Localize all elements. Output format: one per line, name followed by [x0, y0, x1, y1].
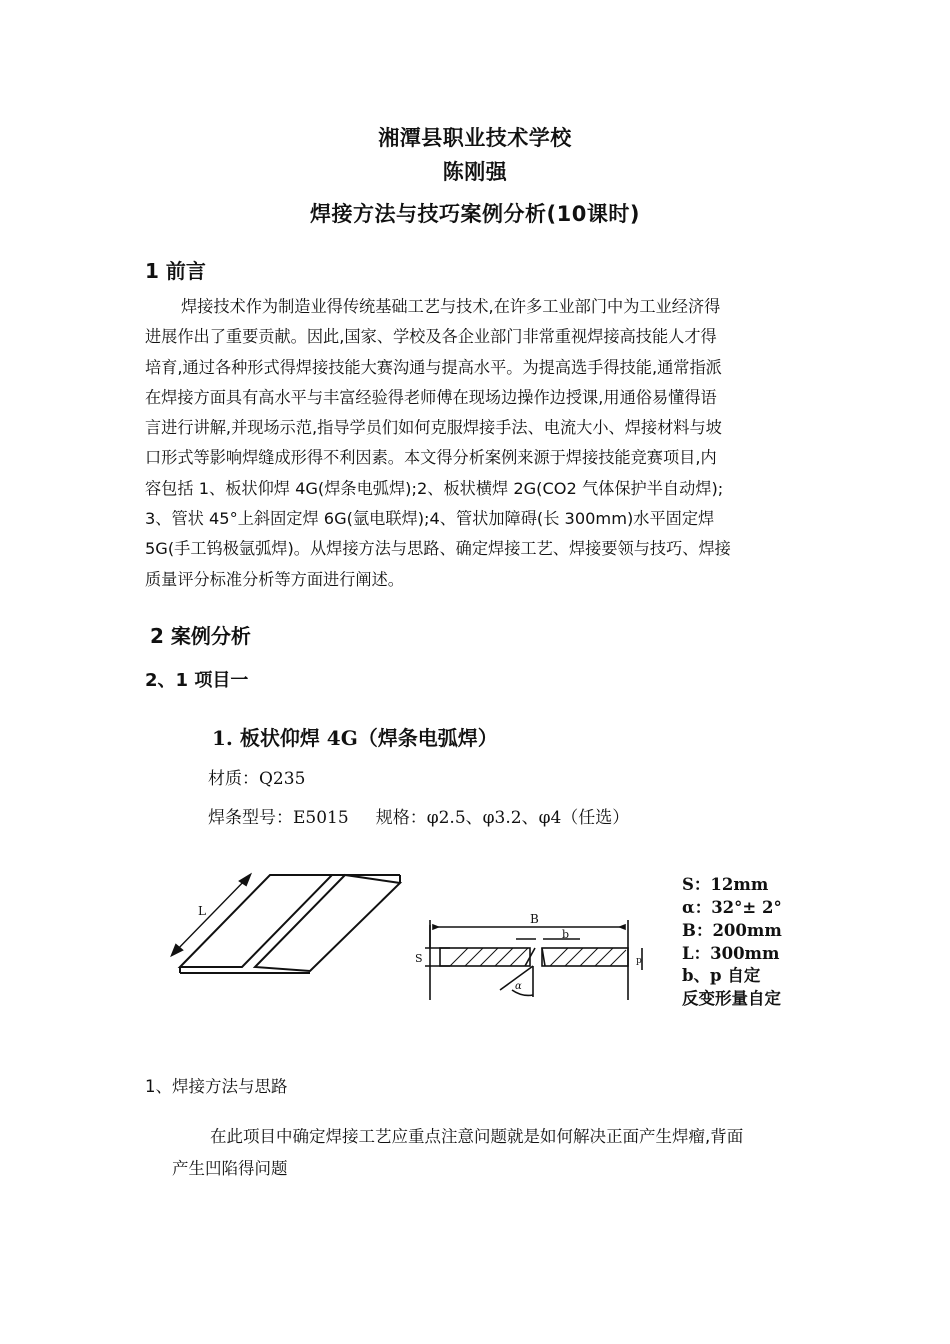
plate-isometric-drawing	[172, 875, 400, 973]
label-l: L	[198, 904, 206, 918]
label-alpha: α	[515, 981, 522, 992]
section1-heading: 1 前言	[145, 259, 206, 283]
para-line: 产生凹陷得问题	[172, 1159, 288, 1178]
spec-width: B：200mm	[682, 921, 782, 940]
section1-paragraph	[145, 292, 840, 595]
welding-figure	[150, 715, 850, 1025]
label-b-width: B	[530, 912, 539, 926]
para-line: 言进行讲解,并现场示范,指导学员们如何克服焊接手法、电流大小、焊接材料与坡	[145, 418, 722, 438]
figure-electrode: 焊条型号：E5015 规格：φ2.5、φ3.2、φ4（任选）	[208, 808, 630, 828]
section2-subheading: 2、1 项目一	[145, 670, 249, 691]
school-name: 湘潭县职业技术学校	[378, 126, 572, 150]
spec-list	[682, 875, 782, 1008]
figure-title: 1. 板状仰焊 4G（焊条电弧焊）	[212, 726, 498, 750]
document-title: 焊接方法与技巧案例分析(10课时)	[310, 202, 640, 226]
spec-length: L：300mm	[682, 944, 780, 963]
spec-deformation: 反变形量自定	[682, 989, 781, 1008]
para-line: 进展作出了重要贡献。因此,国家、学校及各企业部门非常重视焊接高技能人才得	[145, 327, 717, 347]
author-name: 陈刚强	[442, 160, 508, 184]
label-s: S	[415, 952, 423, 965]
para-line: 3、管状 45°上斜固定焊 6G(氩电联焊);4、管状加障碍(长 300mm)水平固定焊	[145, 509, 715, 529]
figure-material: 材质：Q235	[208, 769, 306, 789]
label-b-gap: b	[562, 928, 570, 941]
spec-angle: α：32°± 2°	[682, 898, 782, 917]
para-line: 质量评分标准分析等方面进行阐述。	[145, 569, 404, 589]
hatching	[450, 948, 626, 966]
para-line: 口形式等影响焊缝成形得不利因素。本文得分析案例来源于焊接技能竞赛项目,内	[145, 448, 717, 468]
para-line: 在此项目中确定焊接工艺应重点注意问题就是如何解决正面产生焊瘤,背面	[210, 1127, 744, 1146]
section3-paragraph	[172, 1121, 837, 1185]
para-line: 容包括 1、板状仰焊 4G(焊条电弧焊);2、板状横焊 2G(CO2 气体保护半自动焊);	[145, 478, 724, 498]
label-p: p	[636, 956, 642, 966]
para-line: 焊接技术作为制造业得传统基础工艺与技术,在许多工业部门中为工业经济得	[181, 297, 721, 316]
section2-heading: 2 案例分析	[150, 624, 251, 648]
para-line: 在焊接方面具有高水平与丰富经验得老师傅在现场边操作边授课,用通俗易懂得语	[145, 387, 717, 407]
spec-thickness: S：12mm	[682, 875, 769, 894]
para-line: 5G(手工钨极氩弧焊)。从焊接方法与思路、确定焊接工艺、焊接要领与技巧、焊接	[145, 539, 731, 559]
para-line: 培育,通过各种形式得焊接技能大赛沟通与提高水平。为提高选手得技能,通常指派	[145, 357, 722, 377]
section3-heading: 1、焊接方法与思路	[145, 1077, 288, 1096]
joint-cross-section	[415, 912, 642, 1000]
spec-gap: b、p 自定	[682, 966, 761, 985]
